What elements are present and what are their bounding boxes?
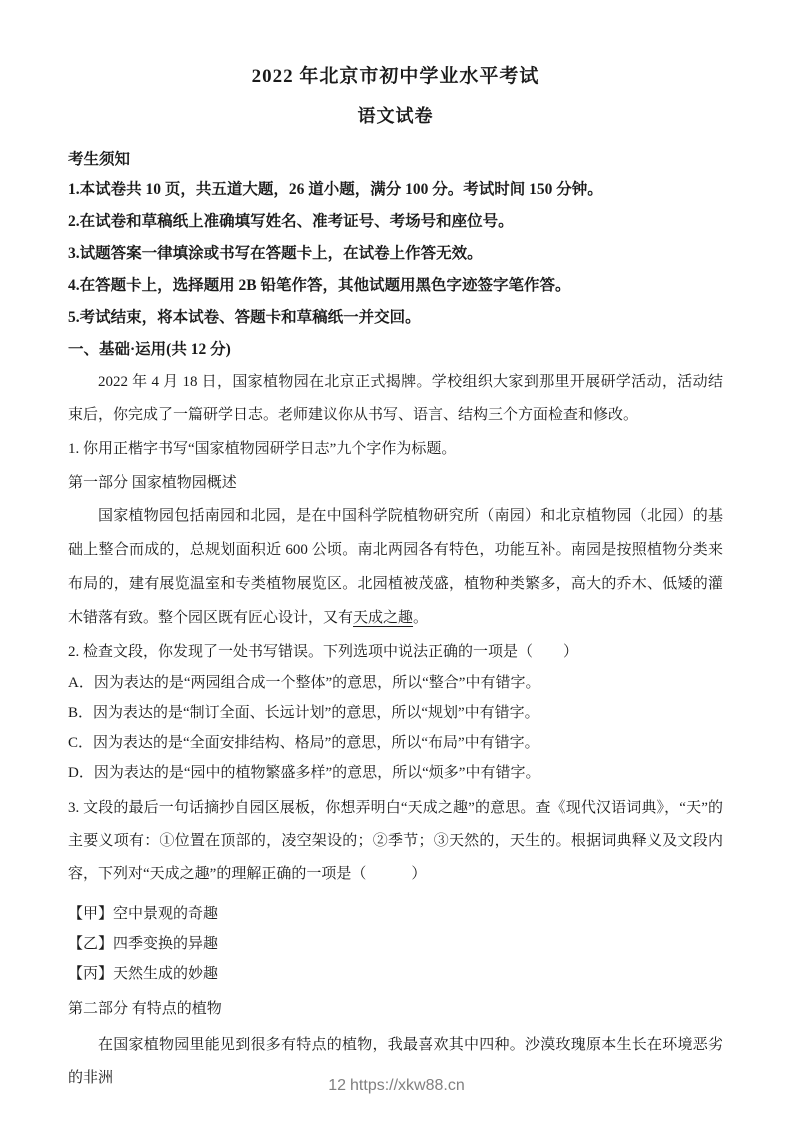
notice-heading: 考生须知	[68, 151, 131, 168]
notice-item-2: 2.在试卷和草稿纸上准确填写姓名、准考证号、考场号和座位号。	[68, 213, 514, 230]
question-3: 3. 文段的最后一句话摘抄自园区展板，你想弄明白“天成之趣”的意思。查《现代汉语词典》，“天”的主要义项有：①位置在顶部的，凌空架设的；②季节；③天然的，天生的。根据词典释义及文段内容，下列对“天成之趣”的理解正确的一项是（ ）	[68, 800, 723, 882]
page-number: 12	[328, 1077, 347, 1094]
question-1: 1. 你用正楷字书写“国家植物园研学日志”九个字作为标题。	[68, 441, 457, 457]
question-2-option-b: B．因为表达的是“制订全面、长远计划”的意思，所以“规划”中有错字。	[68, 705, 540, 721]
passage-underlined-term: 天成之趣	[353, 610, 414, 626]
question-2-option-d: D．因为表达的是“园中的植物繁盛多样”的意思，所以“烦多”中有错字。	[68, 765, 541, 781]
question-3-choice-bing: 【丙】天然生成的妙趣	[68, 966, 219, 982]
notice-item-3: 3.试题答案一律填涂或书写在答题卡上，在试卷上作答无效。	[68, 245, 483, 262]
section-one-heading: 一、基础·运用(共 12 分)	[68, 341, 231, 358]
notice-item-1: 1.本试卷共 10 页，共五道大题，26 道小题，满分 100 分。考试时间 150 分钟。	[68, 181, 603, 198]
notice-item-5: 5.考试结束，将本试卷、答题卡和草稿纸一并交回。	[68, 309, 421, 326]
question-2-option-a: A．因为表达的是“两园组合成一个整体”的意思，所以“整合”中有错字。	[68, 675, 541, 691]
part1-heading: 第一部分 国家植物园概述	[68, 475, 237, 491]
notice-item-4: 4.在答题卡上，选择题用 2B 铅笔作答，其他试题用黑色字迹签字笔作答。	[68, 277, 571, 294]
question-2-option-c: C．因为表达的是“全面安排结构、格局”的意思，所以“布局”中有错字。	[68, 735, 540, 751]
exam-subtitle: 语文试卷	[357, 106, 434, 126]
passage-text: 国家植物园包括南园和北园，是在中国科学院植物研究所（南园）和北京植物园（北园）的基础上整合而成的，总规划面积近 600 公顷。南北两园各有特色，功能互补。南园是按照植物分类来布局的，建有展览温室和专类植物展览区。北园植被茂盛，植物种类繁多，高大的乔木、低矮的灌木错落有致。整个园区既有匠心设计，又有	[68, 508, 723, 626]
part2-intro-paragraph: 在国家植物园里能见到很多有特点的植物，我最喜欢其中四种。沙漠玫瑰原本生长在环境恶劣的非洲	[68, 1037, 723, 1086]
question-3-choice-yi: 【乙】四季变换的异趣	[68, 936, 219, 952]
part2-heading: 第二部分 有特点的植物	[68, 1001, 222, 1017]
exam-title: 2022 年北京市初中学业水平考试	[251, 66, 540, 87]
passage-paragraph	[68, 499, 723, 635]
page-footer	[0, 1076, 793, 1096]
passage-text-end: 。	[413, 610, 429, 626]
question-2-options	[68, 668, 723, 788]
section-intro-paragraph: 2022 年 4 月 18 日，国家植物园在北京正式揭牌。学校组织大家到那里开展研学活动，活动结束后，你完成了一篇研学日志。老师建议你从书写、语言、结构三个方面检查和修改。	[68, 374, 723, 423]
question-3-choice-jia: 【甲】空中景观的奇趣	[68, 906, 219, 922]
candidate-notice-section	[68, 146, 723, 334]
question-2: 2. 检查文段，你发现了一处书写错误。下列选项中说法正确的一项是（ ）	[68, 644, 579, 660]
question-3-choices	[68, 899, 723, 989]
footer-url: https://xkw88.cn	[350, 1077, 465, 1094]
